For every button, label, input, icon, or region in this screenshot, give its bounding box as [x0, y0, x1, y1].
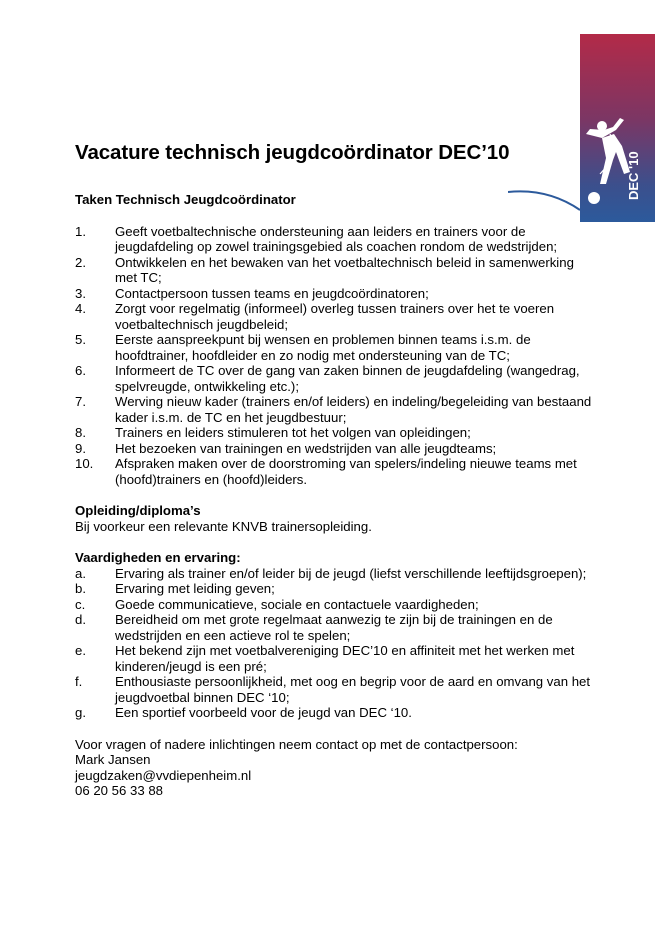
item-number: 2. [75, 254, 86, 270]
contact-name: Mark Jansen [75, 752, 151, 767]
item-number: 7. [75, 394, 86, 409]
item-text: Het bezoeken van trainingen en wedstrijden van alle jeugdteams; [115, 440, 497, 456]
item-letter: f. [75, 674, 83, 689]
item-letter: c. [75, 596, 86, 612]
list-item [75, 332, 595, 363]
opleiding-heading: Opleiding/diploma’s [75, 503, 201, 518]
item-letter: e. [75, 643, 86, 658]
list-item [75, 425, 595, 441]
item-number: 1. [75, 223, 86, 239]
item-text: Contactpersoon tussen teams en jeugdcoördinatoren; [115, 285, 429, 301]
item-text: Zorgt voor regelmatig (informeel) overleg tussen trainers over het te voeren voetbaltechnisch jeugdbeleid; [115, 301, 555, 332]
item-text: Ervaring met leiding geven; [115, 581, 275, 596]
item-text: Ontwikkelen en het bewaken van het voetbaltechnisch beleid in samenwerking met TC; [115, 254, 574, 285]
contact-phone: 06 20 56 33 88 [75, 783, 163, 798]
item-number: 9. [75, 440, 86, 456]
item-text: Bereidheid om met grote regelmaat aanwezig te zijn bij de trainingen en de wedstrijden en een actieve rol te spelen; [115, 612, 553, 643]
list-item [75, 705, 595, 721]
list-item [75, 597, 595, 613]
list-item [75, 581, 595, 597]
logo-text: DEC '10 [626, 151, 641, 200]
item-text: Enthousiaste persoonlijkheid, met oog en begrip voor de aard en omvang van het jeugdvoetbal binnen DEC ‘10; [115, 674, 591, 705]
page-title: Vacature technisch jeugdcoördinator DEC’10 [75, 141, 510, 164]
item-text: Het bekend zijn met voetbalvereniging DEC’10 en affiniteit met het werken met kinderen/jeugd is een pré; [115, 643, 575, 674]
list-item [75, 224, 595, 255]
taken-heading: Taken Technisch Jeugdcoördinator [75, 192, 296, 207]
item-letter: a. [75, 565, 86, 581]
item-letter: b. [75, 581, 86, 596]
item-text: Geeft voetbaltechnische ondersteuning aan leiders en trainers voor de jeugdafdeling op zowel trainingsgebied als coachen rondom de wedstrijden; [115, 223, 558, 254]
vaardigheden-list [75, 566, 595, 721]
item-letter: d. [75, 612, 86, 627]
item-text: Werving nieuw kader (trainers en/of leiders) en indeling/begeleiding van bestaand kader i.s.m. de TC en het jeugdbestuur; [115, 394, 592, 425]
list-item [75, 301, 595, 332]
list-item [75, 456, 595, 487]
list-item [75, 674, 595, 705]
list-item [75, 441, 595, 457]
item-text: Ervaring als trainer en/of leider bij de jeugd (liefst verschillende leeftijdsgroepen); [115, 565, 587, 581]
contact-intro: Voor vragen of nadere inlichtingen neem contact op met de contactpersoon: [75, 736, 518, 752]
item-text: Informeert de TC over de gang van zaken binnen de jeugdafdeling (wangedrag, spelvreugde, ontwikkeling etc.); [115, 363, 580, 394]
list-item [75, 363, 595, 394]
list-item [75, 286, 595, 302]
item-text: Trainers en leiders stimuleren tot het volgen van opleidingen; [115, 425, 471, 440]
item-text: Goede communicatieve, sociale en contactuele vaardigheden; [115, 596, 479, 612]
list-item [75, 255, 595, 286]
document-body [75, 192, 595, 799]
item-number: 5. [75, 332, 86, 347]
taken-list [75, 224, 595, 488]
item-number: 10. [75, 456, 94, 471]
item-number: 6. [75, 363, 86, 378]
vaardigheden-heading: Vaardigheden en ervaring: [75, 550, 241, 565]
list-item [75, 643, 595, 674]
item-number: 4. [75, 301, 86, 316]
item-number: 3. [75, 285, 86, 301]
item-letter: g. [75, 705, 86, 720]
list-item [75, 566, 595, 582]
item-text: Afspraken maken over de doorstroming van spelers/indeling nieuwe teams met (hoofd)trainers en (hoofd)leiders. [115, 456, 577, 487]
contact-email[interactable]: jeugdzaken@vvdiepenheim.nl [75, 767, 252, 783]
list-item [75, 612, 595, 643]
item-text: Eerste aanspreekpunt bij wensen en problemen binnen teams i.s.m. de hoofdtrainer, hoofdleider en zo nodig met ondersteuning van de TC; [115, 332, 531, 363]
item-number: 8. [75, 425, 86, 440]
opleiding-text: Bij voorkeur een relevante KNVB trainersopleiding. [75, 518, 372, 534]
list-item [75, 394, 595, 425]
item-text: Een sportief voorbeeld voor de jeugd van DEC ‘10. [115, 705, 412, 720]
